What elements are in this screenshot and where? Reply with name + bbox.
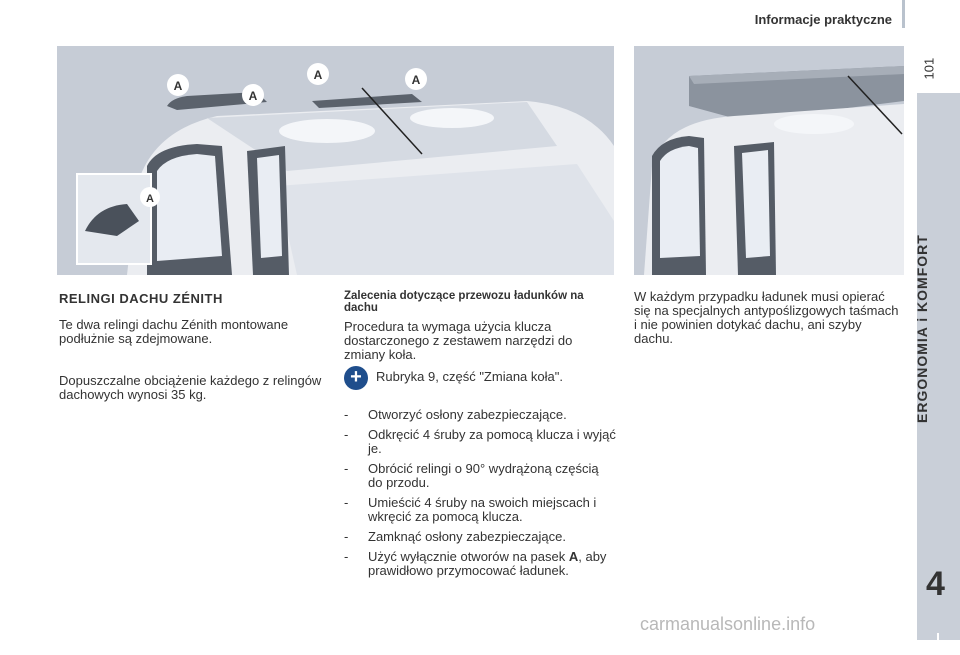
tab-divider	[937, 633, 939, 655]
load-support-note: W każdym przypadku ładunek musi opierać się na specjalnych antypoślizgowych taśmach i nie powinien dotykać dachu, ani szyby dachu.	[634, 289, 899, 346]
procedure-step-last	[344, 550, 616, 578]
page-header-title: Informacje praktyczne	[754, 12, 892, 27]
roof-rails-drawing	[57, 46, 614, 275]
rails-description: Te dwa relingi dachu Zénith montowane podłużnie są zdejmowane.	[59, 317, 289, 346]
roof-load-illustration	[634, 46, 904, 275]
step-text-before: Użyć wyłącznie otworów na pasek	[368, 549, 569, 564]
marker-a-2	[242, 84, 264, 106]
middle-column	[344, 290, 616, 584]
svg-text:A: A	[411, 73, 421, 87]
cross-reference-text: Rubryka 9, część "Zmiana koła".	[376, 369, 563, 384]
chapter-side-tab	[914, 93, 960, 640]
cross-reference-note	[344, 368, 616, 392]
svg-text:A: A	[173, 79, 183, 93]
marker-a-inset	[140, 187, 160, 207]
load-recommendations-heading: Zalecenia dotyczące przewozu ładunków na dachu	[344, 290, 584, 314]
right-column	[634, 290, 904, 346]
svg-text:A: A	[248, 89, 258, 103]
marker-a-3	[307, 63, 329, 85]
page-number: 101	[921, 57, 937, 80]
procedure-step: - Zamknąć osłony zabezpieczające.	[344, 530, 616, 544]
section-heading: RELINGI DACHU ZÉNITH	[59, 291, 223, 306]
left-column	[59, 292, 329, 430]
procedure-step: - Umieścić 4 śruby na swoich miejscach i wkręcić za pomocą klucza.	[344, 496, 616, 524]
procedure-step: - Obrócić relingi o 90° wydrążoną częścią do przodu.	[344, 462, 616, 490]
svg-text:A: A	[313, 68, 323, 82]
chapter-tab-label: ERGONOMIA i KOMFORT	[914, 234, 930, 423]
chapter-number: 4	[926, 565, 945, 603]
watermark: carmanualsonline.info	[640, 614, 816, 634]
marker-a-1	[167, 74, 189, 96]
header-divider	[902, 0, 905, 28]
marker-a-4	[405, 68, 427, 90]
plus-icon: +	[344, 366, 368, 390]
roof-rails-illustration	[57, 46, 614, 275]
procedure-intro: Procedura ta wymaga użycia klucza dostarczonego z zestawem narzędzi do zmiany koła.	[344, 319, 573, 362]
procedure-step: - Otworzyć osłony zabezpieczające.	[344, 408, 616, 422]
roof-load-drawing	[634, 46, 904, 275]
procedure-steps	[344, 408, 616, 578]
step-marker-a: A	[568, 549, 579, 564]
rails-load-limit: Dopuszczalne obciążenie każdego z relingów dachowych wynosi 35 kg.	[59, 373, 322, 402]
procedure-step: - Odkręcić 4 śruby za pomocą klucza i wyjąć je.	[344, 428, 616, 456]
step-text-after: , aby prawidłowo przymocować ładunek.	[368, 549, 607, 578]
svg-text:A: A	[146, 193, 154, 205]
